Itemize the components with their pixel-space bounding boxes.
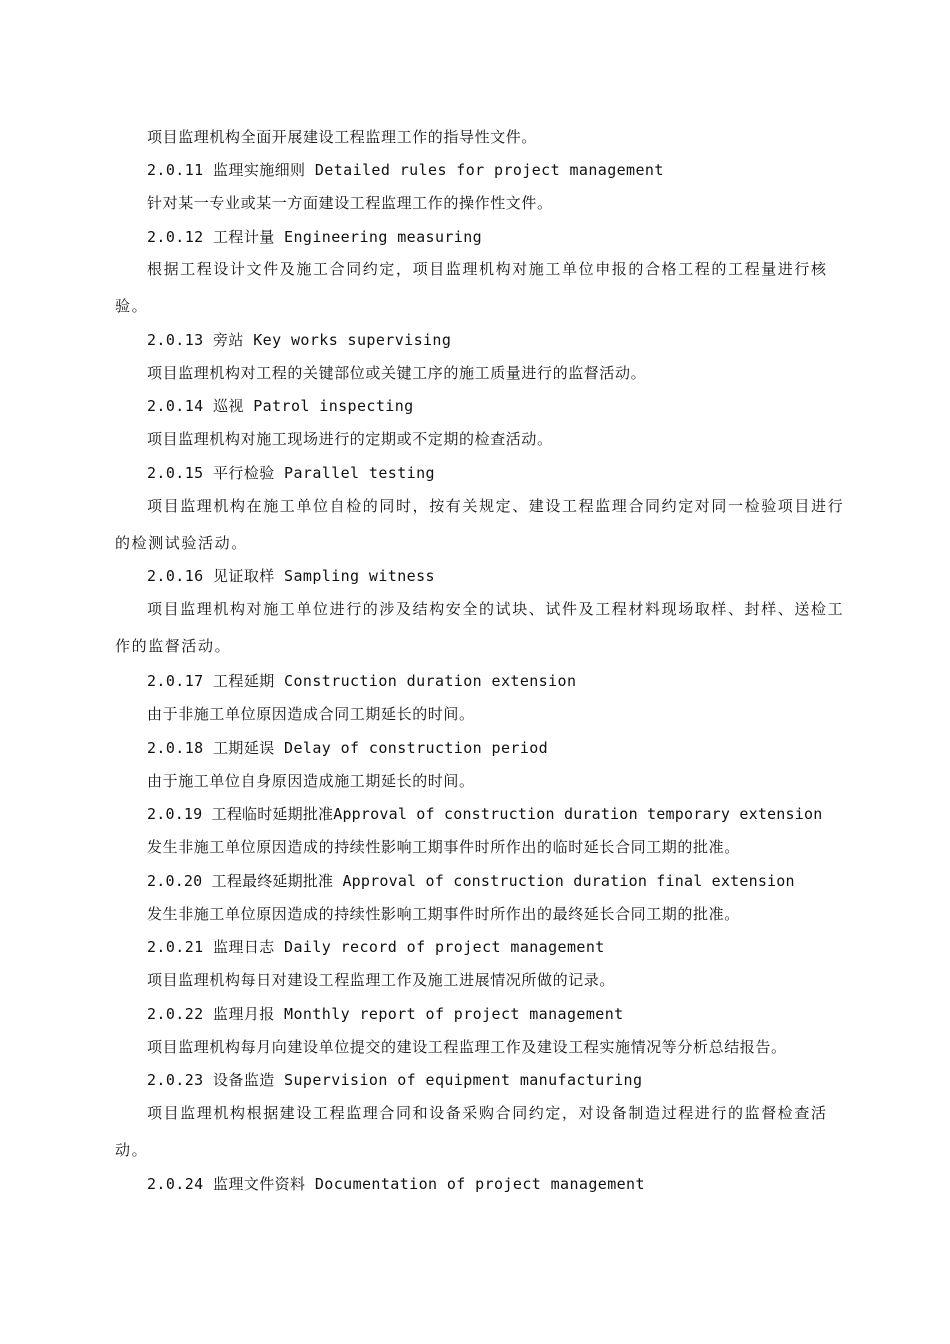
term-heading: 2.0.20 工程最终延期批准 Approval of construction duration final extension [147, 872, 795, 890]
term-heading: 2.0.22 监理月报 Monthly report of project management [147, 1005, 624, 1023]
definition-text: 由于非施工单位原因造成合同工期延长的时间。 [147, 705, 475, 723]
definition-text: 项目监理机构在施工单位自检的同时，按有关规定、建设工程监理合同约定对同一检验项目进行的检测试验活动。 [115, 497, 845, 552]
term-heading: 2.0.18 工期延误 Delay of construction period [147, 739, 549, 757]
term-heading: 2.0.23 设备监造 Supervision of equipment manufacturing [147, 1071, 643, 1089]
term-heading: 2.0.24 监理文件资料 Documentation of project management [147, 1175, 645, 1193]
term-heading: 2.0.19 工程临时延期批准Approval of construction duration temporary extension [147, 805, 823, 823]
definition-text: 项目监理机构根据建设工程监理合同和设备采购合同约定，对设备制造过程进行的监督检查活动。 [115, 1104, 828, 1159]
term-heading: 2.0.17 工程延期 Construction duration extension [147, 672, 577, 690]
definition-text: 发生非施工单位原因造成的持续性影响工期事件时所作出的临时延长合同工期的批准。 [147, 838, 740, 856]
term-heading: 2.0.11 监理实施细则 Detailed rules for project management [147, 161, 664, 179]
term-heading: 2.0.14 巡视 Patrol inspecting [147, 397, 414, 415]
term-heading: 2.0.13 旁站 Key works supervising [147, 331, 452, 349]
definition-text: 针对某一专业或某一方面建设工程监理工作的操作性文件。 [147, 194, 553, 212]
definition-text: 根据工程设计文件及施工合同约定，项目监理机构对施工单位申报的合格工程的工程量进行核验。 [115, 260, 828, 315]
definition-text: 项目监理机构对施工现场进行的定期或不定期的检查活动。 [147, 430, 553, 448]
definition-text: 发生非施工单位原因造成的持续性影响工期事件时所作出的最终延长合同工期的批准。 [147, 905, 740, 923]
definition-text: 项目监理机构每日对建设工程监理工作及施工进展情况所做的记录。 [147, 971, 616, 989]
definition-text: 项目监理机构全面开展建设工程监理工作的指导性文件。 [147, 128, 538, 146]
term-heading: 2.0.15 平行检验 Parallel testing [147, 464, 435, 482]
term-heading: 2.0.21 监理日志 Daily record of project management [147, 938, 605, 956]
definition-text: 由于施工单位自身原因造成施工期延长的时间。 [147, 772, 475, 790]
definition-text: 项目监理机构对施工单位进行的涉及结构安全的试块、试件及工程材料现场取样、封样、送检工作的监督活动。 [115, 600, 845, 655]
definition-text: 项目监理机构每月向建设单位提交的建设工程监理工作及建设工程实施情况等分析总结报告。 [147, 1038, 787, 1056]
term-heading: 2.0.12 工程计量 Engineering measuring [147, 228, 483, 246]
term-heading: 2.0.16 见证取样 Sampling witness [147, 567, 435, 585]
definition-text: 项目监理机构对工程的关键部位或关键工序的施工质量进行的监督活动。 [147, 364, 647, 382]
